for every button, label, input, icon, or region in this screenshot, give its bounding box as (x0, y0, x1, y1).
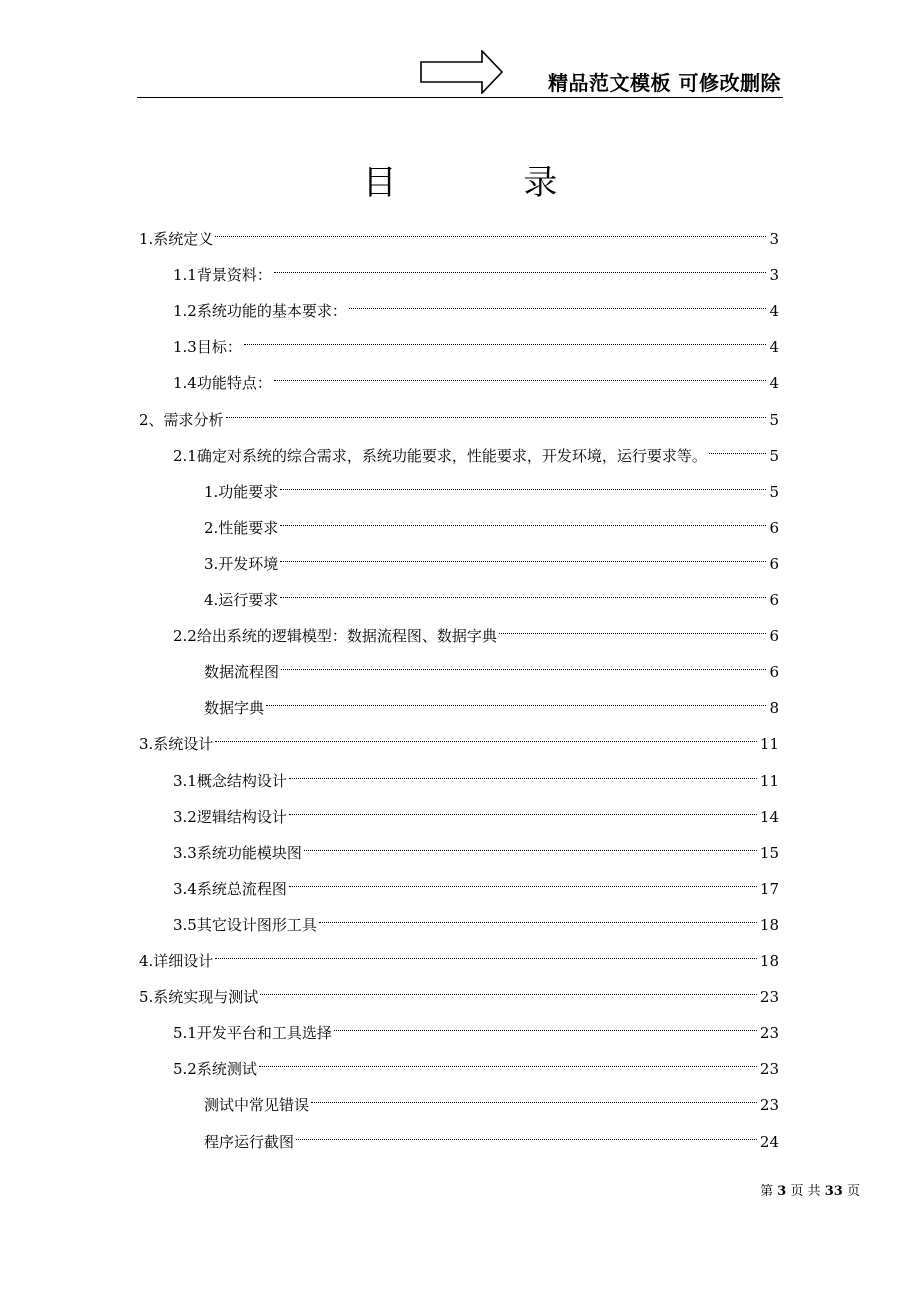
toc-entry-page-number: 23 (759, 1096, 779, 1115)
toc-entry[interactable] (173, 832, 779, 862)
footer-suffix: 页 (846, 1184, 860, 1199)
toc-dot-leader (244, 326, 767, 352)
toc-dot-leader (296, 1121, 757, 1147)
toc-dot-leader (280, 579, 766, 605)
toc-entry-label: 3.5其它设计图形工具 (173, 915, 317, 934)
toc-entry-label: 2.1确定对系统的综合需求，系统功能要求，性能要求，开发环境，运行要求等。 (173, 446, 707, 465)
toc-entry[interactable] (139, 399, 779, 429)
toc-entry-page-number: 8 (769, 699, 779, 718)
toc-entry-page-number: 18 (759, 915, 779, 934)
toc-dot-leader (274, 254, 767, 280)
toc-entry-page-number: 5 (769, 482, 779, 501)
toc-entry[interactable] (139, 940, 779, 970)
toc-entry-page-number: 3 (769, 230, 779, 248)
toc-dot-leader (280, 543, 766, 569)
toc-entry[interactable] (173, 326, 779, 357)
toc-dot-leader (266, 687, 766, 713)
toc-entry-label: 1.功能要求 (204, 482, 279, 501)
toc-entry-page-number: 6 (769, 591, 779, 609)
toc-dot-leader (215, 723, 757, 749)
toc-entry[interactable] (173, 290, 779, 321)
right-arrow-icon (420, 50, 504, 94)
toc-entry-label: 数据字典 (204, 699, 265, 718)
toc-dot-leader (499, 615, 767, 641)
toc-entry-page-number: 5 (769, 410, 779, 429)
toc-entry-page-number: 5 (769, 446, 779, 465)
toc-dot-leader (709, 435, 767, 461)
toc-entry-label: 1.4功能特点： (173, 374, 272, 393)
toc-entry-page-number: 4 (769, 302, 779, 321)
toc-entry[interactable] (173, 435, 779, 465)
toc-entry[interactable] (204, 507, 779, 537)
toc-entry[interactable] (173, 362, 779, 393)
toc-entry-page-number: 6 (769, 554, 779, 573)
toc-entry[interactable] (204, 579, 779, 609)
toc-entry-page-number: 15 (759, 843, 779, 862)
toc-entry-page-number: 11 (759, 771, 779, 790)
toc-dot-leader (304, 832, 757, 858)
toc-dot-leader (289, 796, 757, 822)
toc-entry-label: 5.2系统测试 (173, 1060, 257, 1079)
page-header (137, 48, 783, 98)
toc-entry-page-number: 6 (769, 627, 779, 646)
toc-entry-page-number: 23 (759, 988, 779, 1007)
toc-entry-page-number: 17 (759, 879, 779, 898)
toc-dot-leader (334, 1012, 757, 1038)
toc-dot-leader (311, 1084, 757, 1110)
toc-dot-leader (226, 399, 767, 425)
toc-entry-page-number: 6 (769, 518, 779, 537)
footer-current-page: 3 (777, 1184, 787, 1199)
page-title: 目 录 (362, 163, 616, 203)
header-rule (137, 97, 783, 98)
toc-entry-label: 测试中常见错误 (204, 1096, 310, 1115)
toc-dot-leader (215, 940, 757, 966)
toc-dot-leader (215, 218, 766, 244)
toc-entry-page-number: 18 (759, 952, 779, 970)
toc-entry-label: 1.3目标： (173, 338, 242, 357)
toc-entry-label: 3.1概念结构设计 (173, 771, 287, 790)
toc-entry[interactable] (204, 651, 779, 682)
toc-entry-page-number: 6 (769, 663, 779, 682)
toc-entry[interactable] (173, 760, 779, 790)
toc-entry[interactable] (173, 868, 779, 898)
toc-entry-label: 5.系统实现与测试 (139, 988, 259, 1007)
header-banner-text: 精品范文模板 可修改删除 (548, 71, 781, 95)
toc-entry[interactable] (139, 218, 779, 248)
toc-entry-label: 3.2逻辑结构设计 (173, 807, 287, 826)
toc-entry-page-number: 24 (759, 1132, 779, 1151)
toc-entry[interactable] (173, 254, 779, 285)
toc-entry[interactable] (204, 687, 779, 718)
toc-entry-label: 程序运行截图 (204, 1132, 295, 1151)
toc-dot-leader (319, 904, 757, 930)
toc-dot-leader (260, 976, 757, 1002)
toc-entry[interactable] (139, 723, 779, 754)
toc-entry-label: 5.1开发平台和工具选择 (173, 1024, 332, 1043)
toc-entry[interactable] (204, 1121, 779, 1151)
toc-entry-label: 3.开发环境 (204, 554, 279, 573)
toc-entry[interactable] (204, 1084, 779, 1115)
toc-entry-page-number: 23 (759, 1060, 779, 1079)
toc-entry-label: 4.运行要求 (204, 591, 279, 609)
toc-dot-leader (349, 290, 767, 316)
toc-entry-label: 2、需求分析 (139, 410, 224, 429)
toc-entry-label: 2.性能要求 (204, 518, 279, 537)
toc-entry-label: 数据流程图 (204, 663, 280, 682)
page-footer (760, 1180, 860, 1199)
toc-entry[interactable] (173, 615, 779, 646)
toc-entry-label: 1.1背景资料： (173, 266, 272, 285)
toc-entry-page-number: 14 (759, 807, 779, 826)
toc-dot-leader (280, 507, 766, 533)
toc-entry-label: 3.3系统功能模块图 (173, 843, 302, 862)
toc-entry-page-number: 3 (769, 266, 779, 285)
toc-dot-leader (281, 651, 766, 677)
footer-prefix: 第 (760, 1184, 774, 1199)
toc-entry-page-number: 11 (759, 735, 779, 754)
toc-entry-label: 1.系统定义 (139, 230, 214, 248)
toc-entry-label: 3.4系统总流程图 (173, 879, 287, 898)
toc-entry[interactable] (173, 904, 779, 934)
toc-entry[interactable] (204, 471, 779, 501)
footer-total-pages: 33 (824, 1184, 843, 1199)
toc-entry-label: 4.详细设计 (139, 952, 214, 970)
toc-entry[interactable] (204, 543, 779, 573)
toc-dot-leader (289, 868, 757, 894)
toc-dot-leader (280, 471, 766, 497)
toc-entry-label: 3.系统设计 (139, 735, 214, 754)
toc-dot-leader (259, 1048, 757, 1074)
toc-entry[interactable] (173, 1048, 779, 1079)
toc-entry-page-number: 4 (769, 338, 779, 357)
footer-middle: 页 共 (790, 1184, 821, 1199)
toc-entry[interactable] (139, 976, 779, 1007)
toc-dot-leader (289, 760, 757, 786)
toc-entry-label: 1.2系统功能的基本要求： (173, 302, 347, 321)
toc-entry[interactable] (173, 796, 779, 826)
toc-entry[interactable] (173, 1012, 779, 1043)
toc-entry-page-number: 23 (759, 1024, 779, 1043)
toc-dot-leader (274, 362, 767, 388)
toc-entry-label: 2.2给出系统的逻辑模型：数据流程图、数据字典 (173, 627, 497, 646)
toc-entry-page-number: 4 (769, 374, 779, 393)
